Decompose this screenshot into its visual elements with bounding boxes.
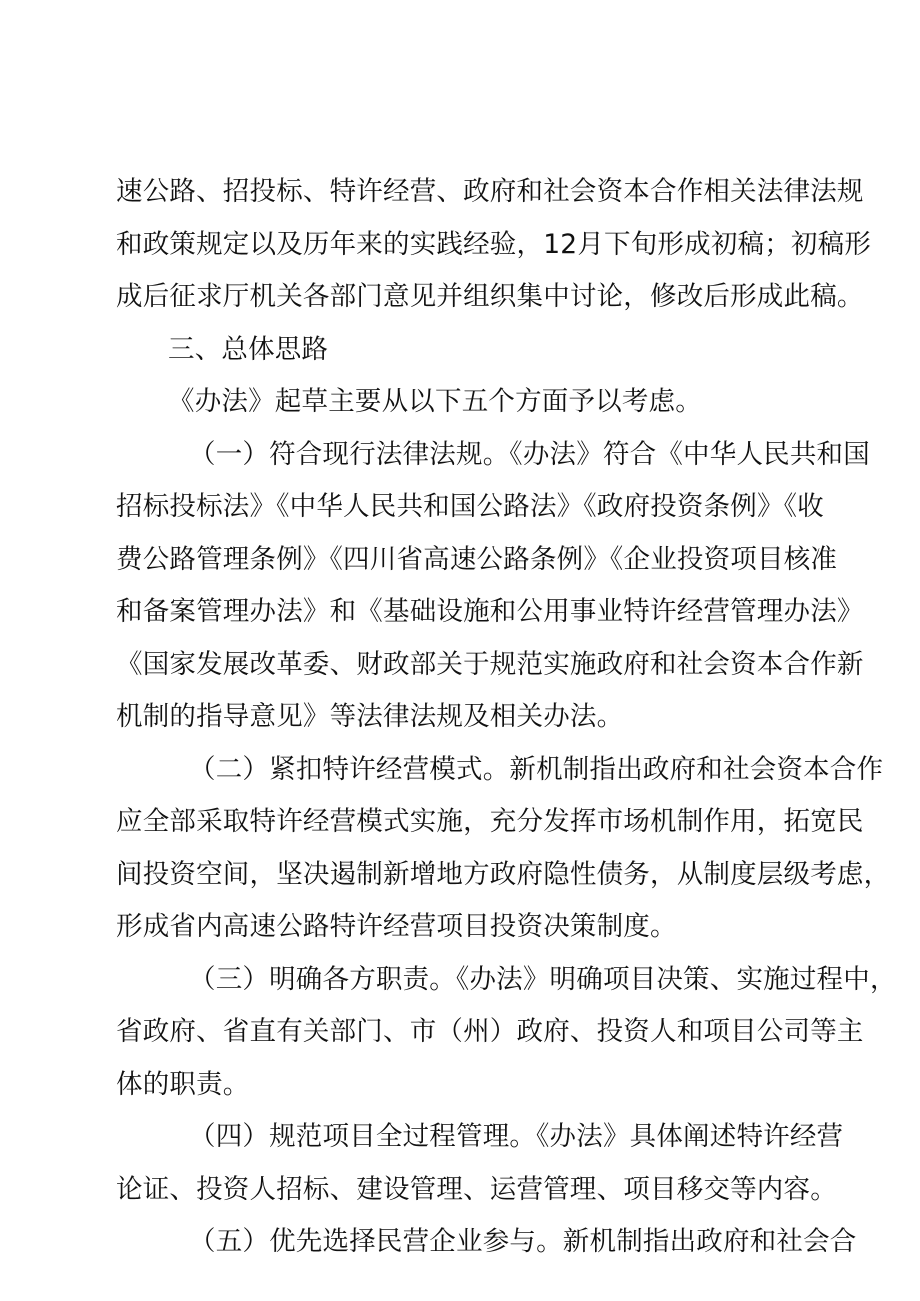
paragraph-line: 论证、投资人招标、建设管理、运营管理、项目移交等内容。 — [116, 1173, 837, 1205]
subsection-line: （三）明确各方职责。《办法》明确项目决策、实施过程中， — [189, 963, 897, 995]
paragraph-line: 费公路管理条例》《四川省高速公路条例》《企业投资项目核准 — [116, 543, 838, 575]
section-heading: 三、总体思路 — [168, 333, 329, 365]
paragraph-line: 和备案管理办法》和《基础设施和公用事业特许经营管理办法》 — [116, 596, 864, 627]
subsection-line: （二）紧扣特许经营模式。新机制指出政府和社会资本合作 — [189, 753, 884, 785]
paragraph-line: 省政府、省直有关部门、市（州）政府、投资人和项目公司等主 — [116, 1016, 864, 1047]
paragraph-line: 体的职责。 — [116, 1068, 250, 1100]
paragraph-line: 机制的指导意见》等法律法规及相关办法。 — [116, 701, 624, 732]
paragraph-line: 应全部采取特许经营模式实施，充分发挥市场机制作用，拓宽民 — [116, 806, 864, 837]
paragraph-line: 《办法》起草主要从以下五个方面予以考虑。 — [168, 386, 702, 417]
document-body — [116, 166, 897, 1269]
paragraph-line: 成后征求厅机关各部门意见并组织集中讨论，修改后形成此稿。 — [116, 281, 864, 312]
subsection-line: （五）优先选择民营企业参与。新机制指出政府和社会合 — [189, 1226, 857, 1257]
paragraph-line: 速公路、招投标、特许经营、政府和社会资本合作相关法律法规 — [116, 176, 864, 207]
subsection-line: （一）符合现行法律法规。《办法》符合《中华人民共和国 — [189, 438, 870, 470]
paragraph-line: 《国家发展改革委、财政部关于规范实施政府和社会资本合作新 — [116, 648, 864, 680]
paragraph-line: 间投资空间，坚决遏制新增地方政府隐性债务，从制度层级考虑， — [116, 858, 891, 890]
paragraph-line: 招标投标法》《中华人民共和国公路法》《政府投资条例》《收 — [116, 491, 824, 522]
paragraph-line: 和政策规定以及历年来的实践经验，12月下旬形成初稿；初稿形 — [116, 228, 872, 260]
paragraph-line: 形成省内高速公路特许经营项目投资决策制度。 — [116, 911, 677, 942]
subsection-line: （四）规范项目全过程管理。《办法》具体阐述特许经营 — [189, 1121, 844, 1152]
